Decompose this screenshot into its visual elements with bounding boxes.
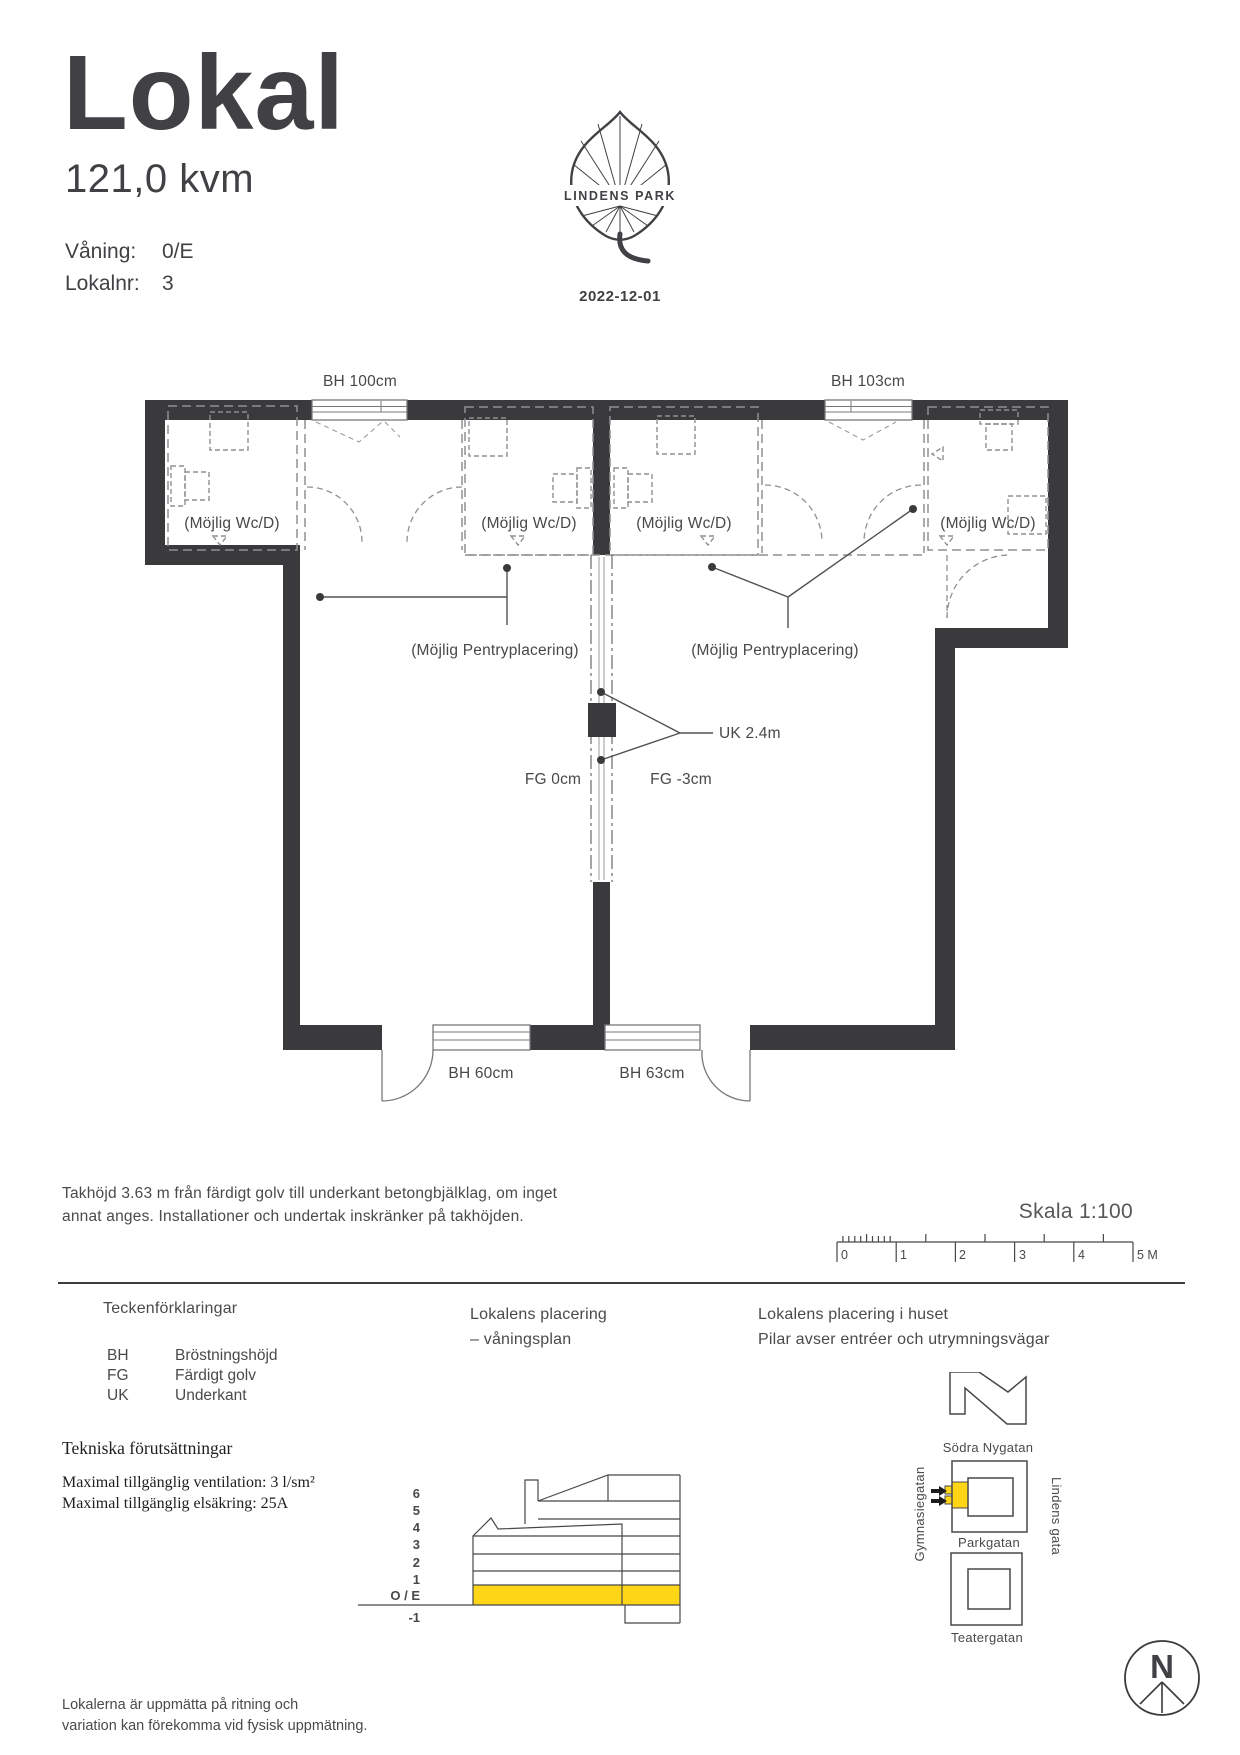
south-building-outer	[951, 1553, 1022, 1625]
wc-label-4: (Möjlig Wc/D)	[940, 515, 1036, 532]
ruler-tick-0: 0	[841, 1248, 848, 1262]
floor-0e: O / E	[390, 1588, 420, 1603]
floor-4: 4	[412, 1520, 420, 1535]
window-bh100	[312, 400, 407, 442]
technical-line-1: Maximal tillgänglig ventilation: 3 l/sm²	[62, 1474, 315, 1491]
leader-dots	[316, 505, 917, 764]
ruler-tick-5: 5 M	[1137, 1248, 1158, 1262]
uk-label: UK 2.4m	[719, 725, 781, 742]
floor-2: 2	[412, 1555, 420, 1570]
floor-minus1: -1	[408, 1610, 420, 1625]
technical-heading: Tekniska förutsättningar	[62, 1438, 233, 1458]
floor-location-heading: Lokalens placering – våningsplan	[470, 1306, 608, 1348]
floor-3: 3	[412, 1537, 420, 1552]
area-value: 121,0 kvm	[65, 157, 255, 201]
north-compass-icon	[1122, 1638, 1202, 1718]
floor-plan-drawing	[135, 370, 1095, 1120]
logo-text: LINDENS PARK	[563, 189, 677, 203]
entry-door-right	[702, 1050, 750, 1101]
lokal-highlight	[945, 1482, 968, 1508]
street-sodra-nygatan: Södra Nygatan	[942, 1440, 1034, 1455]
street-parkgatan: Parkgatan	[958, 1535, 1020, 1550]
pillar	[588, 703, 616, 737]
floor-value: 0/E	[162, 240, 194, 263]
street-gymnasiegatan: Gymnasiegatan	[912, 1466, 927, 1562]
legend-desc-bh: Bröstningshöjd	[175, 1347, 278, 1364]
compass-n-letter: N	[1150, 1648, 1174, 1685]
fg-0-label: FG 0cm	[524, 771, 582, 788]
bh-60-label: BH 60cm	[448, 1065, 514, 1082]
interior-door-swings	[307, 485, 1010, 618]
fg-minus3-label: FG -3cm	[650, 771, 712, 788]
wc-label-3: (Möjlig Wc/D)	[636, 515, 732, 532]
legend-abbr-bh: BH	[107, 1347, 129, 1364]
site-map	[905, 1372, 1085, 1657]
scale-label: Skala 1:100	[1018, 1200, 1133, 1223]
site-location-heading: Lokalens placering i huset Pilar avser entréer och utrymningsvägar	[758, 1306, 1050, 1348]
bh-63-label: BH 63cm	[619, 1065, 685, 1082]
legend-abbr-fg: FG	[107, 1367, 129, 1384]
section-divider	[58, 1282, 1185, 1284]
page-title: Lokal	[63, 34, 345, 152]
south-building-courtyard	[968, 1569, 1010, 1609]
floor-6: 6	[412, 1486, 420, 1501]
unit-label: Lokalnr:	[65, 272, 140, 295]
window-bh103	[825, 400, 912, 440]
legend-desc-uk: Underkant	[175, 1387, 247, 1404]
building-elevation	[350, 1458, 690, 1648]
lindens-park-leaf-logo-icon	[558, 106, 682, 268]
floor-5: 5	[412, 1503, 420, 1518]
bh-103-label: BH 103cm	[831, 373, 905, 390]
pentry-leaders	[320, 509, 913, 760]
plan-date: 2022-12-01	[579, 288, 661, 305]
legend-heading: Teckenförklaringar	[103, 1300, 238, 1317]
window-bh60	[433, 1025, 530, 1050]
ruler-tick-2: 2	[959, 1248, 966, 1262]
unit-value: 3	[162, 272, 174, 295]
legend-abbr-uk: UK	[107, 1387, 129, 1404]
measurement-disclaimer: Lokalerna är uppmätta på ritning och variation kan förekomma vid fysisk uppmätning.	[62, 1697, 368, 1734]
floor-label: Våning:	[65, 240, 137, 263]
ruler-tick-4: 4	[1078, 1248, 1085, 1262]
window-bh63	[605, 1025, 700, 1050]
technical-line-2: Maximal tillgänglig elsäkring: 25A	[62, 1495, 289, 1512]
middle-building-courtyard	[968, 1478, 1013, 1516]
street-teatergatan: Teatergatan	[951, 1630, 1023, 1645]
scale-ruler	[833, 1228, 1168, 1268]
street-lindens-gata: Lindens gata	[1049, 1476, 1064, 1556]
north-building	[950, 1372, 1026, 1424]
highlighted-floor-band	[473, 1585, 680, 1605]
pentry-label-left: (Möjlig Pentryplacering)	[411, 642, 579, 659]
ruler-tick-1: 1	[900, 1248, 907, 1262]
floor-1: 1	[412, 1572, 420, 1587]
entry-door-left	[382, 1050, 433, 1101]
wc-label-2: (Möjlig Wc/D)	[481, 515, 577, 532]
level-change-line	[588, 555, 616, 882]
legend-desc-fg: Färdigt golv	[175, 1367, 256, 1384]
pentry-label-right: (Möjlig Pentryplacering)	[691, 642, 859, 659]
ceiling-note: Takhöjd 3.63 m från färdigt golv till underkant betongbjälklag, om inget annat anges. Installationer och undertak inskränker på takhöjden.	[62, 1185, 558, 1225]
ruler-tick-3: 3	[1019, 1248, 1026, 1262]
bh-100-label: BH 100cm	[323, 373, 397, 390]
wc-label-1: (Möjlig Wc/D)	[184, 515, 280, 532]
